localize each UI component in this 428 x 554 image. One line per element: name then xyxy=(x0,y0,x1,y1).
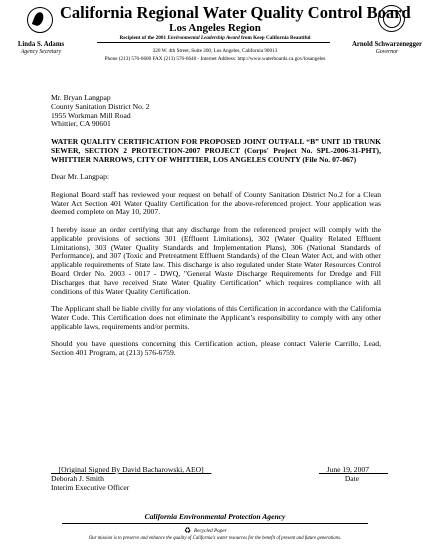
signature-date: June 19, 2007 xyxy=(319,465,388,474)
footer-divider xyxy=(62,523,368,524)
header-divider xyxy=(97,42,330,43)
office-contact: Phone (213) 576-6600 FAX (213) 576-6640 - Internet Address: http://www.waterboards.ca.gov/losangeles xyxy=(104,56,326,62)
letterhead xyxy=(0,0,428,80)
footer-agency: California Environmental Protection Agency xyxy=(144,512,286,521)
recipient-line: Whittier, CA 90601 xyxy=(51,119,111,129)
agency-secretary-name: Linda S. Adams xyxy=(17,41,65,48)
governor-name: Arnold Schwarzenegger xyxy=(351,41,423,48)
org-title: California Regional Water Quality Control Board xyxy=(60,3,411,22)
recipient-line: 1955 Workman Mill Road xyxy=(51,110,131,120)
agency-secretary-title: Agency Secretary xyxy=(20,49,62,55)
award-suffix: from Keep California Beautiful xyxy=(239,35,311,41)
award-prefix: Recipient of the 2001 xyxy=(119,35,168,41)
paragraph: I hereby issue an order certifying that any discharge from the referenced project will comply with the applicable provisions of sections 301 (Effluent Limitations), 302 (Water Quality Related Effluent Limitations), 303 (Water Quality Standards and Implementation Plans), 306 (National Standards of Performance), and 307 (Toxic and Pretreatment Effluent Standards) of the Clean Water Act, and with other applicable requirements of State law. This discharge is also regulated under State Water Resources Control Board Order No. 2003 - 0017 - DWQ, "General Waste Discharge Requirements for Dredge and Fill Discharges that have received State Water Quality Certification" which requires compliance with all conditions of this Water Quality Certification. xyxy=(51,224,381,296)
letter-body xyxy=(51,94,381,367)
recipient-address xyxy=(51,94,381,129)
signed-by: [Original Signed By David Bacharowski, AEO] xyxy=(51,465,212,474)
salutation: Dear Mr. Langpap: xyxy=(51,172,109,182)
award-line xyxy=(60,35,370,41)
region-name: Los Angeles Region xyxy=(169,22,261,34)
award-italic: Environmental Leadership Award xyxy=(167,35,240,41)
state-seal-icon xyxy=(378,5,405,32)
recipient-line: Mr. Bryan Langpap xyxy=(51,93,111,102)
governor-title: Governor xyxy=(375,49,399,55)
signer-title: Interim Executive Officer xyxy=(51,482,130,492)
recipient-line: County Sanitation District No. 2 xyxy=(51,101,150,111)
paragraph: Should you have questions concerning this Certification action, please contact Valerie Carrillo, Lead, Section 401 Program, at (213) 576-6759. xyxy=(51,339,381,358)
paragraph: The Applicant shall be liable civilly for any violations of this Certification in accordance with the California Water Code. This Certification does not eliminate the Applicant’s responsibility to comply with any other applicable laws, requirements and/or permits. xyxy=(51,304,381,331)
recycle-icon: ♻ xyxy=(184,526,192,535)
office-address: 320 W. 4th Street, Suite 200, Los Angeles, California 90013 xyxy=(152,48,278,54)
signer-name: Deborah J. Smith xyxy=(51,473,104,483)
paragraph: Regional Board staff has reviewed your request on behalf of County Sanitation District No.2 for a Clean Water Act Section 401 Water Quality Certification for the above-referenced project. Your application was deemed complete on May 10, 2007. xyxy=(51,189,381,217)
letter-subject: WATER QUALITY CERTIFICATION FOR PROPOSED JOINT OUTFALL “B” UNIT 1D TRUNK SEWER, SECTION 2 PROTECTION-2007 PROJECT (Corps' Project No. SPL-2006-31-PHT), WHITTIER NARROWS, CITY OF WHITTIER, LOS ANGELES COUNTY (File No. 07-067) xyxy=(51,136,381,164)
water-board-logo-icon xyxy=(27,7,53,33)
date-label: Date xyxy=(344,473,360,483)
recycled-paper-note: Recycled Paper xyxy=(194,528,227,534)
mission-statement: Our mission is to preserve and enhance the quality of California’s water resources for the benefit of present and future generations. xyxy=(88,536,342,541)
